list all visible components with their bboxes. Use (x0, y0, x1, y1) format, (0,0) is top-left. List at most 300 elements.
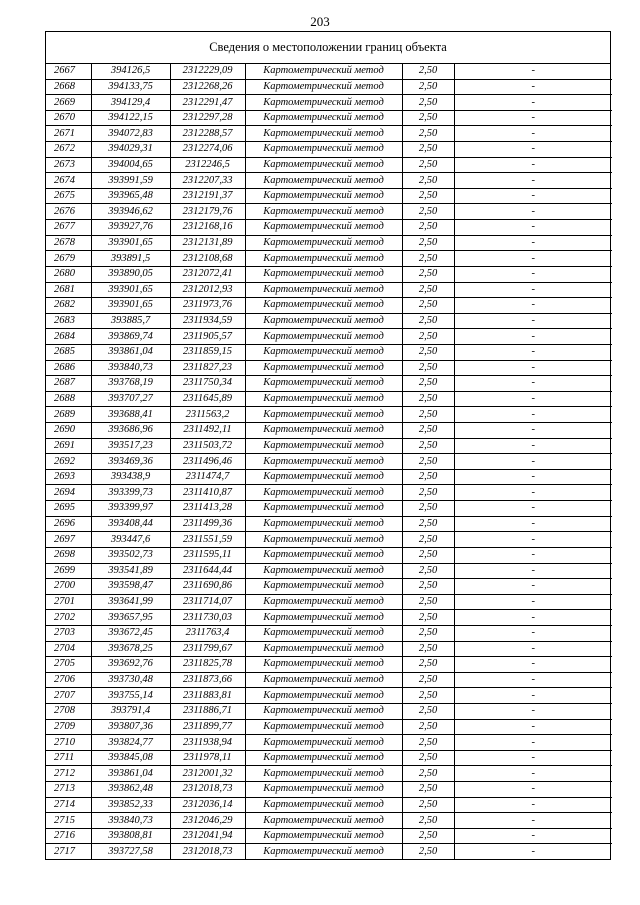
y-coordinate-cell: 2311499,36 (170, 516, 245, 532)
method-cell: Картометрический метод (245, 329, 402, 345)
description-cell: - (454, 110, 612, 126)
x-coordinate-cell: 393730,48 (91, 672, 170, 688)
point-number-cell: 2703 (46, 625, 91, 641)
accuracy-cell: 2,50 (402, 204, 454, 220)
table-title: Сведения о местоположении границ объекта (46, 32, 610, 64)
x-coordinate-cell: 393678,25 (91, 641, 170, 657)
y-coordinate-cell: 2311934,59 (170, 313, 245, 329)
description-cell: - (454, 501, 612, 517)
description-cell: - (454, 64, 612, 79)
description-cell: - (454, 454, 612, 470)
table-row (46, 157, 612, 173)
table-row (46, 282, 612, 298)
accuracy-cell: 2,50 (402, 407, 454, 423)
table-row (46, 672, 612, 688)
table-row (46, 204, 612, 220)
table-row (46, 703, 612, 719)
description-cell: - (454, 313, 612, 329)
accuracy-cell: 2,50 (402, 110, 454, 126)
point-number-cell: 2697 (46, 532, 91, 548)
accuracy-cell: 2,50 (402, 142, 454, 158)
method-cell: Картометрический метод (245, 703, 402, 719)
point-number-cell: 2685 (46, 344, 91, 360)
point-number-cell: 2688 (46, 391, 91, 407)
y-coordinate-cell: 2311825,78 (170, 657, 245, 673)
table-row (46, 313, 612, 329)
point-number-cell: 2710 (46, 735, 91, 751)
description-cell: - (454, 688, 612, 704)
x-coordinate-cell: 393408,44 (91, 516, 170, 532)
method-cell: Картометрический метод (245, 157, 402, 173)
table-row (46, 547, 612, 563)
description-cell: - (454, 142, 612, 158)
description-cell: - (454, 376, 612, 392)
x-coordinate-cell: 393438,9 (91, 469, 170, 485)
y-coordinate-cell: 2312268,26 (170, 79, 245, 95)
x-coordinate-cell: 393672,45 (91, 625, 170, 641)
accuracy-cell: 2,50 (402, 423, 454, 439)
method-cell: Картометрический метод (245, 813, 402, 829)
table-row (46, 766, 612, 782)
y-coordinate-cell: 2311551,59 (170, 532, 245, 548)
point-number-cell: 2684 (46, 329, 91, 345)
point-number-cell: 2678 (46, 235, 91, 251)
accuracy-cell: 2,50 (402, 844, 454, 859)
y-coordinate-cell: 2311799,67 (170, 641, 245, 657)
point-number-cell: 2696 (46, 516, 91, 532)
x-coordinate-cell: 393869,74 (91, 329, 170, 345)
accuracy-cell: 2,50 (402, 251, 454, 267)
method-cell: Картометрический метод (245, 672, 402, 688)
accuracy-cell: 2,50 (402, 688, 454, 704)
accuracy-cell: 2,50 (402, 750, 454, 766)
method-cell: Картометрический метод (245, 376, 402, 392)
table-row (46, 298, 612, 314)
accuracy-cell: 2,50 (402, 454, 454, 470)
accuracy-cell: 2,50 (402, 438, 454, 454)
method-cell: Картометрический метод (245, 594, 402, 610)
x-coordinate-cell: 393840,73 (91, 360, 170, 376)
point-number-cell: 2671 (46, 126, 91, 142)
accuracy-cell: 2,50 (402, 235, 454, 251)
method-cell: Картометрический метод (245, 579, 402, 595)
x-coordinate-cell: 393692,76 (91, 657, 170, 673)
accuracy-cell: 2,50 (402, 391, 454, 407)
y-coordinate-cell: 2312131,89 (170, 235, 245, 251)
x-coordinate-cell: 393598,47 (91, 579, 170, 595)
description-cell: - (454, 407, 612, 423)
y-coordinate-cell: 2311644,44 (170, 563, 245, 579)
x-coordinate-cell: 394072,83 (91, 126, 170, 142)
y-coordinate-cell: 2311690,86 (170, 579, 245, 595)
description-cell: - (454, 579, 612, 595)
y-coordinate-cell: 2312207,33 (170, 173, 245, 189)
accuracy-cell: 2,50 (402, 469, 454, 485)
description-cell: - (454, 641, 612, 657)
table-row (46, 485, 612, 501)
table-row (46, 173, 612, 189)
x-coordinate-cell: 393991,59 (91, 173, 170, 189)
method-cell: Картометрический метод (245, 282, 402, 298)
description-cell: - (454, 782, 612, 798)
table-row (46, 688, 612, 704)
accuracy-cell: 2,50 (402, 563, 454, 579)
y-coordinate-cell: 2311496,46 (170, 454, 245, 470)
description-cell: - (454, 329, 612, 345)
y-coordinate-cell: 2311763,4 (170, 625, 245, 641)
accuracy-cell: 2,50 (402, 157, 454, 173)
y-coordinate-cell: 2312229,09 (170, 64, 245, 79)
x-coordinate-cell: 393824,77 (91, 735, 170, 751)
method-cell: Картометрический метод (245, 204, 402, 220)
x-coordinate-cell: 393808,81 (91, 828, 170, 844)
accuracy-cell: 2,50 (402, 329, 454, 345)
accuracy-cell: 2,50 (402, 173, 454, 189)
point-number-cell: 2679 (46, 251, 91, 267)
description-cell: - (454, 657, 612, 673)
point-number-cell: 2711 (46, 750, 91, 766)
method-cell: Картометрический метод (245, 313, 402, 329)
point-number-cell: 2701 (46, 594, 91, 610)
table-body (46, 64, 612, 859)
accuracy-cell: 2,50 (402, 735, 454, 751)
method-cell: Картометрический метод (245, 625, 402, 641)
table-row (46, 828, 612, 844)
table-row (46, 625, 612, 641)
method-cell: Картометрический метод (245, 95, 402, 111)
accuracy-cell: 2,50 (402, 79, 454, 95)
accuracy-cell: 2,50 (402, 532, 454, 548)
method-cell: Картометрический метод (245, 360, 402, 376)
method-cell: Картометрический метод (245, 391, 402, 407)
description-cell: - (454, 766, 612, 782)
table-row (46, 376, 612, 392)
table-row (46, 235, 612, 251)
description-cell: - (454, 735, 612, 751)
x-coordinate-cell: 393901,65 (91, 235, 170, 251)
accuracy-cell: 2,50 (402, 641, 454, 657)
x-coordinate-cell: 393845,08 (91, 750, 170, 766)
x-coordinate-cell: 393502,73 (91, 547, 170, 563)
accuracy-cell: 2,50 (402, 766, 454, 782)
point-number-cell: 2683 (46, 313, 91, 329)
table-row (46, 391, 612, 407)
y-coordinate-cell: 2311973,76 (170, 298, 245, 314)
table-row (46, 797, 612, 813)
method-cell: Картометрический метод (245, 344, 402, 360)
table-row (46, 344, 612, 360)
method-cell: Картометрический метод (245, 469, 402, 485)
table-row (46, 469, 612, 485)
point-number-cell: 2690 (46, 423, 91, 439)
x-coordinate-cell: 393727,58 (91, 844, 170, 859)
method-cell: Картометрический метод (245, 454, 402, 470)
y-coordinate-cell: 2311873,66 (170, 672, 245, 688)
point-number-cell: 2694 (46, 485, 91, 501)
table-row (46, 407, 612, 423)
x-coordinate-cell: 394029,31 (91, 142, 170, 158)
description-cell: - (454, 126, 612, 142)
point-number-cell: 2689 (46, 407, 91, 423)
x-coordinate-cell: 393852,33 (91, 797, 170, 813)
y-coordinate-cell: 2311978,11 (170, 750, 245, 766)
method-cell: Картометрический метод (245, 79, 402, 95)
description-cell: - (454, 547, 612, 563)
accuracy-cell: 2,50 (402, 516, 454, 532)
point-number-cell: 2714 (46, 797, 91, 813)
table-row (46, 64, 612, 79)
table-row (46, 719, 612, 735)
point-number-cell: 2708 (46, 703, 91, 719)
method-cell: Картометрический метод (245, 782, 402, 798)
y-coordinate-cell: 2311938,94 (170, 735, 245, 751)
table-row (46, 750, 612, 766)
point-number-cell: 2677 (46, 220, 91, 236)
x-coordinate-cell: 393890,05 (91, 266, 170, 282)
table-row (46, 782, 612, 798)
point-number-cell: 2676 (46, 204, 91, 220)
method-cell: Картометрический метод (245, 657, 402, 673)
accuracy-cell: 2,50 (402, 657, 454, 673)
method-cell: Картометрический метод (245, 516, 402, 532)
table-row (46, 454, 612, 470)
table-row (46, 735, 612, 751)
y-coordinate-cell: 2311899,77 (170, 719, 245, 735)
accuracy-cell: 2,50 (402, 828, 454, 844)
table-row (46, 501, 612, 517)
y-coordinate-cell: 2311714,07 (170, 594, 245, 610)
point-number-cell: 2716 (46, 828, 91, 844)
description-cell: - (454, 188, 612, 204)
table-row (46, 641, 612, 657)
point-number-cell: 2706 (46, 672, 91, 688)
y-coordinate-cell: 2311730,03 (170, 610, 245, 626)
table-row (46, 220, 612, 236)
y-coordinate-cell: 2312001,32 (170, 766, 245, 782)
y-coordinate-cell: 2312297,28 (170, 110, 245, 126)
point-number-cell: 2681 (46, 282, 91, 298)
x-coordinate-cell: 394126,5 (91, 64, 170, 79)
accuracy-cell: 2,50 (402, 95, 454, 111)
y-coordinate-cell: 2311413,28 (170, 501, 245, 517)
point-number-cell: 2667 (46, 64, 91, 79)
x-coordinate-cell: 393791,4 (91, 703, 170, 719)
method-cell: Картометрический метод (245, 110, 402, 126)
point-number-cell: 2692 (46, 454, 91, 470)
y-coordinate-cell: 2312179,76 (170, 204, 245, 220)
y-coordinate-cell: 2312041,94 (170, 828, 245, 844)
y-coordinate-cell: 2312246,5 (170, 157, 245, 173)
description-cell: - (454, 719, 612, 735)
method-cell: Картометрический метод (245, 251, 402, 267)
point-number-cell: 2693 (46, 469, 91, 485)
description-cell: - (454, 282, 612, 298)
table-row (46, 563, 612, 579)
x-coordinate-cell: 393657,95 (91, 610, 170, 626)
point-number-cell: 2691 (46, 438, 91, 454)
description-cell: - (454, 438, 612, 454)
point-number-cell: 2717 (46, 844, 91, 859)
x-coordinate-cell: 393965,48 (91, 188, 170, 204)
x-coordinate-cell: 393901,65 (91, 282, 170, 298)
x-coordinate-cell: 393399,73 (91, 485, 170, 501)
x-coordinate-cell: 393641,99 (91, 594, 170, 610)
table-row (46, 266, 612, 282)
table-row (46, 610, 612, 626)
accuracy-cell: 2,50 (402, 376, 454, 392)
description-cell: - (454, 391, 612, 407)
description-cell: - (454, 750, 612, 766)
point-number-cell: 2670 (46, 110, 91, 126)
description-cell: - (454, 95, 612, 111)
description-cell: - (454, 625, 612, 641)
x-coordinate-cell: 394133,75 (91, 79, 170, 95)
accuracy-cell: 2,50 (402, 282, 454, 298)
y-coordinate-cell: 2311750,34 (170, 376, 245, 392)
description-cell: - (454, 594, 612, 610)
y-coordinate-cell: 2312191,37 (170, 188, 245, 204)
description-cell: - (454, 157, 612, 173)
x-coordinate-cell: 393447,6 (91, 532, 170, 548)
description-cell: - (454, 672, 612, 688)
y-coordinate-cell: 2312168,16 (170, 220, 245, 236)
table-row (46, 126, 612, 142)
description-cell: - (454, 204, 612, 220)
accuracy-cell: 2,50 (402, 485, 454, 501)
accuracy-cell: 2,50 (402, 594, 454, 610)
method-cell: Картометрический метод (245, 438, 402, 454)
point-number-cell: 2674 (46, 173, 91, 189)
method-cell: Картометрический метод (245, 563, 402, 579)
y-coordinate-cell: 2312012,93 (170, 282, 245, 298)
x-coordinate-cell: 393840,73 (91, 813, 170, 829)
point-number-cell: 2687 (46, 376, 91, 392)
method-cell: Картометрический метод (245, 501, 402, 517)
table-row (46, 360, 612, 376)
method-cell: Картометрический метод (245, 735, 402, 751)
method-cell: Картометрический метод (245, 641, 402, 657)
point-number-cell: 2673 (46, 157, 91, 173)
x-coordinate-cell: 393861,04 (91, 766, 170, 782)
x-coordinate-cell: 393927,76 (91, 220, 170, 236)
x-coordinate-cell: 393517,23 (91, 438, 170, 454)
accuracy-cell: 2,50 (402, 298, 454, 314)
y-coordinate-cell: 2311563,2 (170, 407, 245, 423)
y-coordinate-cell: 2311474,7 (170, 469, 245, 485)
point-number-cell: 2702 (46, 610, 91, 626)
point-number-cell: 2682 (46, 298, 91, 314)
method-cell: Картометрический метод (245, 235, 402, 251)
accuracy-cell: 2,50 (402, 813, 454, 829)
y-coordinate-cell: 2312274,06 (170, 142, 245, 158)
description-cell: - (454, 298, 612, 314)
description-cell: - (454, 563, 612, 579)
method-cell: Картометрический метод (245, 142, 402, 158)
accuracy-cell: 2,50 (402, 797, 454, 813)
accuracy-cell: 2,50 (402, 344, 454, 360)
description-cell: - (454, 251, 612, 267)
description-cell: - (454, 844, 612, 859)
point-number-cell: 2709 (46, 719, 91, 735)
method-cell: Картометрический метод (245, 173, 402, 189)
accuracy-cell: 2,50 (402, 188, 454, 204)
table-row (46, 532, 612, 548)
description-cell: - (454, 610, 612, 626)
description-cell: - (454, 344, 612, 360)
point-number-cell: 2675 (46, 188, 91, 204)
point-number-cell: 2695 (46, 501, 91, 517)
point-number-cell: 2668 (46, 79, 91, 95)
accuracy-cell: 2,50 (402, 501, 454, 517)
method-cell: Картометрический метод (245, 547, 402, 563)
table-row (46, 594, 612, 610)
method-cell: Картометрический метод (245, 188, 402, 204)
method-cell: Картометрический метод (245, 266, 402, 282)
method-cell: Картометрический метод (245, 688, 402, 704)
y-coordinate-cell: 2312288,57 (170, 126, 245, 142)
point-number-cell: 2699 (46, 563, 91, 579)
x-coordinate-cell: 393862,48 (91, 782, 170, 798)
y-coordinate-cell: 2311492,11 (170, 423, 245, 439)
description-cell: - (454, 220, 612, 236)
table-row (46, 516, 612, 532)
description-cell: - (454, 797, 612, 813)
x-coordinate-cell: 394004,65 (91, 157, 170, 173)
x-coordinate-cell: 393768,19 (91, 376, 170, 392)
method-cell: Картометрический метод (245, 220, 402, 236)
accuracy-cell: 2,50 (402, 625, 454, 641)
table-row (46, 423, 612, 439)
accuracy-cell: 2,50 (402, 547, 454, 563)
table-row (46, 844, 612, 859)
table-row (46, 329, 612, 345)
point-number-cell: 2669 (46, 95, 91, 111)
y-coordinate-cell: 2312072,41 (170, 266, 245, 282)
method-cell: Картометрический метод (245, 797, 402, 813)
accuracy-cell: 2,50 (402, 64, 454, 79)
description-cell: - (454, 235, 612, 251)
description-cell: - (454, 532, 612, 548)
y-coordinate-cell: 2311827,23 (170, 360, 245, 376)
description-cell: - (454, 423, 612, 439)
boundary-points-table (46, 64, 612, 859)
y-coordinate-cell: 2311905,57 (170, 329, 245, 345)
y-coordinate-cell: 2312036,14 (170, 797, 245, 813)
point-number-cell: 2680 (46, 266, 91, 282)
method-cell: Картометрический метод (245, 750, 402, 766)
accuracy-cell: 2,50 (402, 313, 454, 329)
y-coordinate-cell: 2311503,72 (170, 438, 245, 454)
point-number-cell: 2698 (46, 547, 91, 563)
x-coordinate-cell: 393755,14 (91, 688, 170, 704)
y-coordinate-cell: 2311410,87 (170, 485, 245, 501)
page-number: 203 (310, 14, 330, 29)
table-row (46, 188, 612, 204)
accuracy-cell: 2,50 (402, 579, 454, 595)
y-coordinate-cell: 2311886,71 (170, 703, 245, 719)
x-coordinate-cell: 393946,62 (91, 204, 170, 220)
x-coordinate-cell: 393891,5 (91, 251, 170, 267)
description-cell: - (454, 703, 612, 719)
point-number-cell: 2686 (46, 360, 91, 376)
description-cell: - (454, 828, 612, 844)
method-cell: Картометрический метод (245, 844, 402, 859)
x-coordinate-cell: 393861,04 (91, 344, 170, 360)
description-cell: - (454, 266, 612, 282)
point-number-cell: 2700 (46, 579, 91, 595)
y-coordinate-cell: 2312018,73 (170, 844, 245, 859)
point-number-cell: 2707 (46, 688, 91, 704)
